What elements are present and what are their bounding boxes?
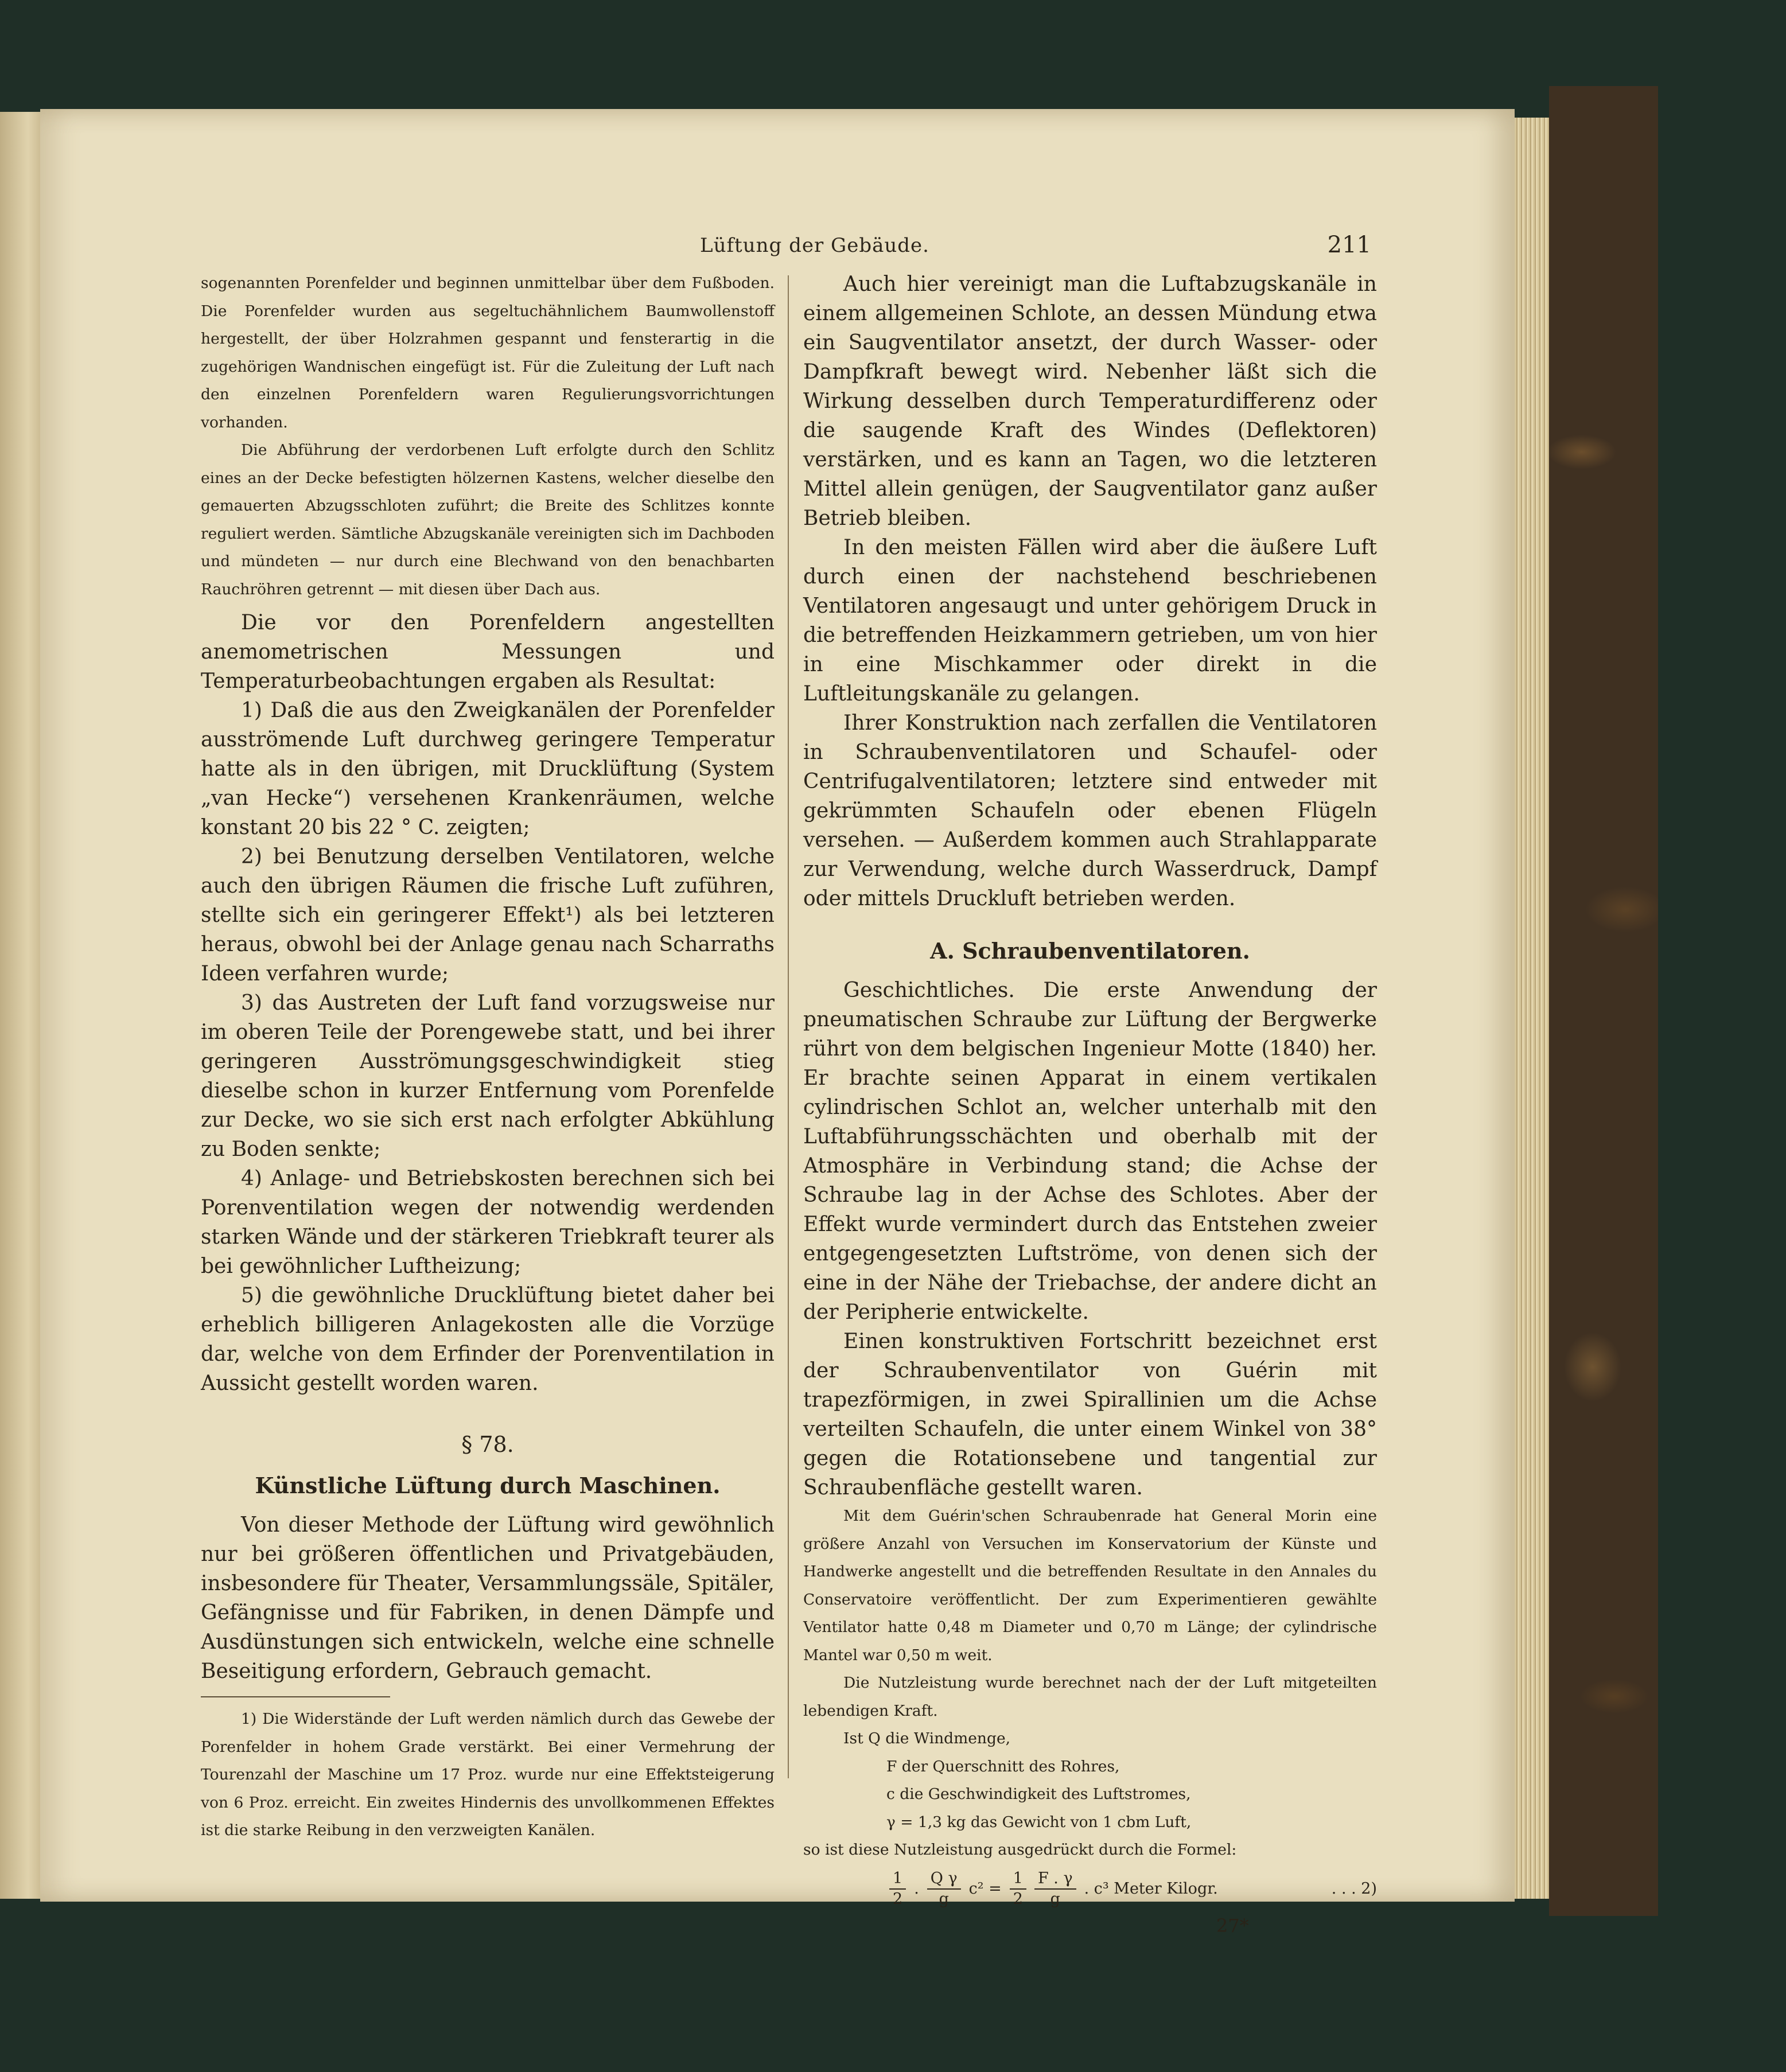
paragraph: sogenannten Porenfelder und beginnen unmittelbar über dem Fußboden. Die Porenfelder wurden aus segeltuchähnlichem Baumwollenstoff hergestellt, der über Holzrahmen gespannt und fensterartig in die zugehörigen Wandnischen eingefügt ist. Für die Zuleitung der Luft nach den einzelnen Porenfeldern waren Regulierungsvorrichtungen vorhanden. <box>201 274 775 431</box>
signature-mark: 27* <box>1216 1914 1249 1937</box>
paragraph: In den meisten Fällen wird aber die äußere Luft durch einen der nachstehend beschriebenen Ventilatoren angesaugt und unter gehörigem Druck in die betreffenden Heizkammern getrieben, um von hier in eine Mischkammer oder direkt in die Luftleitungskanäle zu gelangen. <box>803 536 1377 706</box>
paragraph: so ist diese Nutzleistung ausgedrückt durch die Formel: <box>803 1841 1237 1859</box>
right-column <box>803 270 1377 1937</box>
definition-line: F der Querschnitt des Rohres, <box>886 1757 1120 1775</box>
fraction: $\frac{F . \gamma}{g}$ <box>1034 1869 1076 1909</box>
list-item: 5) die gewöhnliche Drucklüftung bietet daher bei erheblich billigeren Anlagekosten alle die Vorzüge dar, welche von dem Erfinder der Porenventilation in Aussicht gestellt worden waren. <box>201 1284 775 1395</box>
paragraph: Einen konstruktiven Fortschritt bezeichnet erst der Schraubenventilator von Guérin mit trapezförmigen, in zwei Spirallinien um die Achse verteilten Schaufeln, die unter einem Winkel von 38° gegen die Rotationsebene und tangential zur Schraubenfläche gestellt waren. <box>803 1330 1377 1500</box>
definition-line: c die Geschwindigkeit des Luftstromes, <box>886 1785 1191 1803</box>
paragraph: Ihrer Konstruktion nach zerfallen die Ventilatoren in Schraubenventilatoren und Schaufel- oder Centrifugalventilatoren; letztere sind entweder mit gekrümmten Schaufeln oder ebenen Flügeln versehen. — Außerdem kommen auch Strahlapparate zur Verwendung, welche durch Wasserdruck, Dampf oder mittels Druckluft betrieben werden. <box>803 711 1377 910</box>
fraction: $\frac{\text{Q γ}}{g}$ <box>927 1869 961 1909</box>
marbled-cover <box>1549 86 1658 1916</box>
list-item: 3) das Austreten der Luft fand vorzugsweise nur im oberen Teile der Porengewebe statt, und bei ihrer geringeren Ausströmungsgeschwindigkeit stieg dieselbe schon in kurzer Entfernung vom Porenfelde zur Decke, wo sie sich erst nach erfolgter Abkühlung zu Boden senkte; <box>201 991 775 1161</box>
paragraph: Die Abführung der verdorbenen Luft erfolgte durch den Schlitz eines an der Decke befestigten hölzernen Kastens, welcher dieselbe den gemauerten Abzugsschloten zuführt; die Breite des Schlitzes konnte reguliert werden. Sämtliche Abzugskanäle vereinigten sich im Dachboden und mündeten — nur durch eine Blechwand von den benachbarten Rauchröhren getrennt — mit diesen über Dach aus. <box>201 441 775 598</box>
facing-page-edge <box>0 112 40 1899</box>
page-block-edges <box>1515 118 1549 1899</box>
footnote-divider <box>201 1696 390 1697</box>
definition-line: γ = 1,3 kg das Gewicht von 1 cbm Luft, <box>886 1813 1192 1831</box>
section-number: § 78. <box>461 1432 514 1457</box>
paragraph: Die vor den Porenfeldern angestellten anemometrischen Messungen und Temperaturbeobachtungen ergaben als Resultat: <box>201 611 775 693</box>
page-number: 211 <box>1327 232 1371 258</box>
column-divider <box>788 275 789 1778</box>
list-item: 1) Daß die aus den Zweigkanälen der Porenfelder ausströmende Luft durchweg geringere Temperatur hatte als in den übrigen, mit Drucklüftung (System „van Hecke“) versehenen Krankenräumen, welche konstant 20 bis 22 ° C. zeigten; <box>201 699 775 839</box>
subsection-title: A. Schraubenventilatoren. <box>930 938 1250 964</box>
section-title: Künstliche Lüftung durch Maschinen. <box>255 1473 721 1498</box>
definition-line: Ist Q die Windmenge, <box>843 1730 1011 1747</box>
running-head: Lüftung der Gebäude. <box>700 234 929 257</box>
formula: $\frac{1}{2}$ . $\frac{\text{Q γ}}{g}$ c² = $\frac{1}{2}$ $\frac{F . \gamma}{g}$ . c³ Meter Kilogr. . . . 2) <box>803 1869 1377 1909</box>
paragraph: Die Nutzleistung wurde berechnet nach der der Luft mitgeteilten lebendigen Kraft. <box>803 1674 1377 1720</box>
paragraph: Mit dem Guérin'schen Schraubenrade hat General Morin eine größere Anzahl von Versuchen im Konservatorium der Künste und Handwerke angestellt und die betreffenden Resultate in den Annales du Conservatoire veröffentlicht. Der zum Experimentieren gewählte Ventilator hatte 0,48 m Diameter und 0,70 m Länge; der cylindrische Mantel war 0,50 m weit. <box>803 1507 1377 1664</box>
paragraph: Von dieser Methode der Lüftung wird gewöhnlich nur bei größeren öffentlichen und Privatgebäuden, insbesondere für Theater, Versammlungssäle, Spitäler, Gefängnisse und für Fabriken, in denen Dämpfe und Ausdünstungen sich entwickeln, welche eine schnelle Beseitigung erfordern, Gebrauch gemacht. <box>201 1513 775 1683</box>
list-item: 4) Anlage- und Betriebskosten berechnen sich bei Porenventilation wegen der notwendig werdenden starken Wände und der stärkeren Triebkraft teurer als bei gewöhnlicher Luftheizung; <box>201 1167 775 1278</box>
paragraph: Geschichtliches. Die erste Anwendung der pneumatischen Schraube zur Lüftung der Bergwerke rührt von dem belgischen Ingenieur Motte (1840) her. Er brachte seinen Apparat in einem vertikalen cylindrischen Schlot an, welcher unterhalb mit den Luftabführungsschächten und oberhalb mit der Atmosphäre in Verbindung stand; die Achse der Schraube lag in der Achse des Schlotes. Aber der Effekt wurde vermindert durch das Entstehen zweier entgegengesetzten Luftströme, von denen sich der eine in der Nähe der Triebachse, der andere dicht an der Peripherie entwickelte. <box>803 979 1377 1324</box>
fraction: $\frac{1}{2}$ <box>1010 1869 1026 1909</box>
paragraph: Auch hier vereinigt man die Luftabzugskanäle in einem allgemeinen Schlote, an dessen Mündung etwa ein Saugventilator ansetzt, der durch Wasser- oder Dampfkraft bewegt wird. Nebenher läßt sich die Wirkung desselben durch Temperaturdifferenz oder die saugende Kraft des Windes (Deflektoren) verstärken, und es kann an Tagen, wo die letzteren Mittel allein genügen, der Saugventilator ganz außer Betrieb bleiben. <box>803 272 1377 530</box>
list-item: 2) bei Benutzung derselben Ventilatoren, welche auch den übrigen Räumen die frische Luft zuführen, stellte sich ein geringerer Effekt¹) als bei letzteren heraus, obwohl bei der Anlage genau nach Scharraths Ideen verfahren wurde; <box>201 845 775 986</box>
page-header <box>195 234 1371 263</box>
left-column <box>201 270 775 1845</box>
footnote: 1) Die Widerstände der Luft werden nämlich durch das Gewebe der Porenfelder in hohem Grade verstärkt. Bei einer Vermehrung der Tourenzahl der Maschine um 17 Proz. wurde nur eine Effektsteigerung von 6 Proz. erreicht. Ein zweites Hindernis des unvollkommenen Effektes ist die starke Reibung in den verzweigten Kanälen. <box>201 1710 775 1839</box>
fraction: $\frac{1}{2}$ <box>889 1869 906 1909</box>
